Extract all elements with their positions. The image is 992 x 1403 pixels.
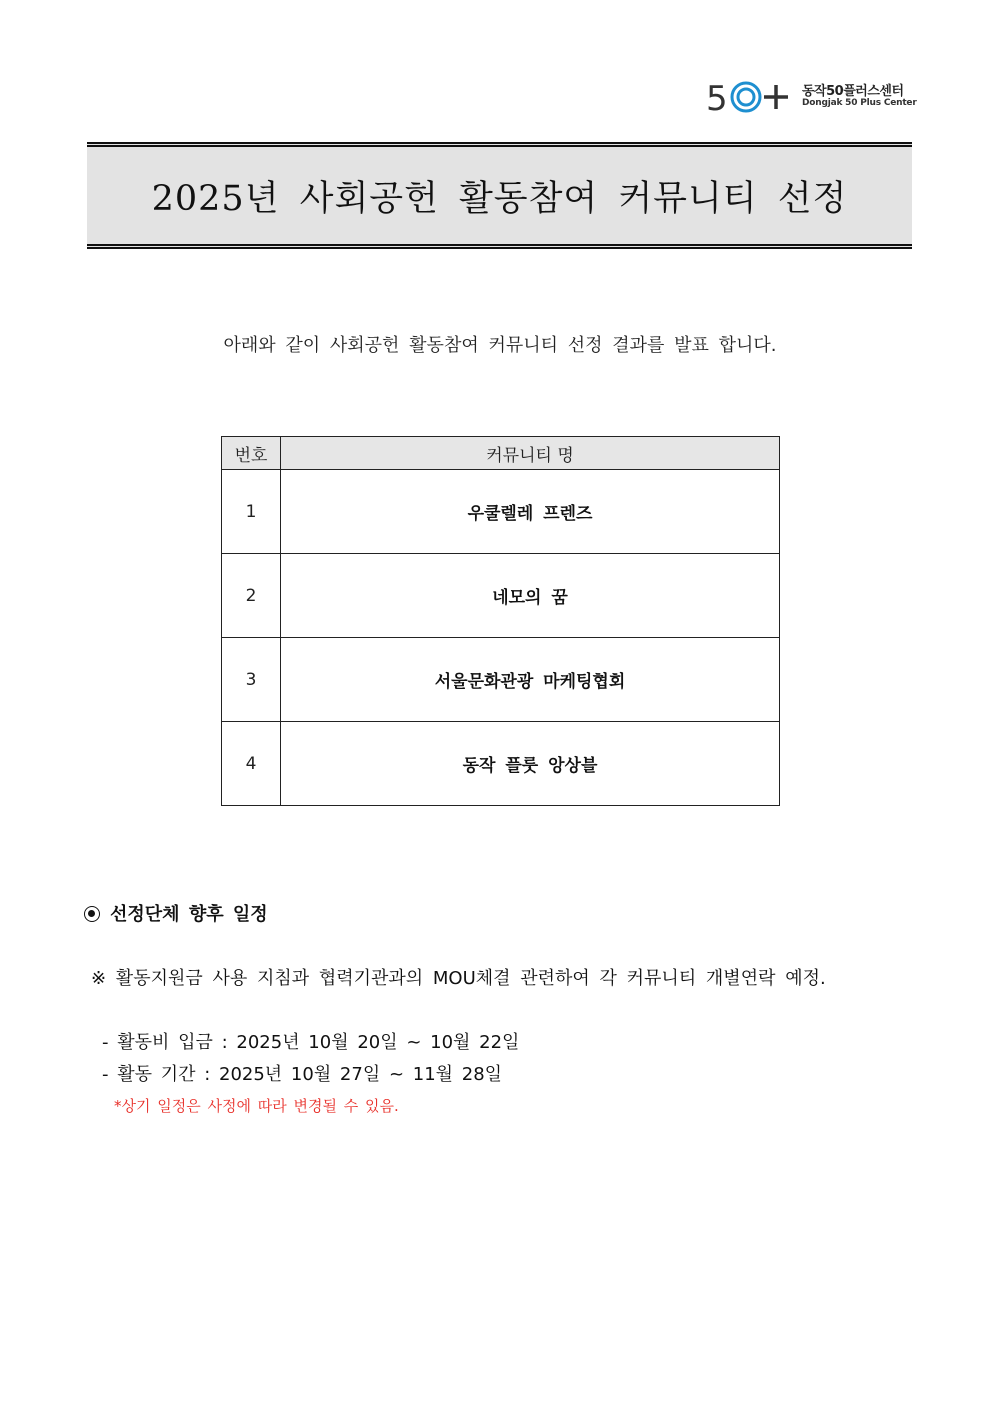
row-number: 2 [222,554,281,638]
page-title: 2025년 사회공헌 활동참여 커뮤니티 선정 [151,178,848,219]
table-row [222,722,780,806]
title-banner [87,142,912,249]
header-number: 번호 [222,437,281,470]
schedule-caveat: *상기 일정은 사정에 따라 변경될 수 있음. [114,1097,399,1115]
svg-text:5: 5 [706,79,728,116]
schedule-item-payment: - 활동비 입금 : 2025년 10월 20일 ~ 10월 22일 [102,1032,520,1053]
center-logo [706,76,921,116]
schedule-item-period: - 활동 기간 : 2025년 10월 27일 ~ 11월 28일 [102,1064,503,1085]
row-number: 3 [222,638,281,722]
logo-name-korean: 동작50플러스센터 [802,84,904,99]
table-row [222,638,780,722]
intro-text: 아래와 같이 사회공헌 활동참여 커뮤니티 선정 결과를 발표 합니다. [223,335,777,356]
selection-table [221,436,780,806]
community-name: 네모의 꿈 [281,554,780,638]
row-number: 1 [222,470,281,554]
row-number: 4 [222,722,281,806]
fifty-plus-logo-mark [706,76,798,116]
header-community-name: 커뮤니티 명 [281,437,780,470]
schedule-heading [84,900,268,926]
table-row [222,554,780,638]
schedule-heading-text: 선정단체 향후 일정 [110,904,268,925]
schedule-note: ※ 활동지원금 사용 지침과 협력기관과의 MOU체결 관련하여 각 커뮤니티 개별연락 예정. [91,968,826,989]
table-header-row [222,437,780,470]
bullseye-icon [84,906,100,922]
community-name: 동작 플룻 앙상블 [281,722,780,806]
logo-name-english: Dongjak 50 Plus Center [802,98,917,108]
community-name: 우쿨렐레 프렌즈 [281,470,780,554]
community-name: 서울문화관광 마케팅협회 [281,638,780,722]
table-row [222,470,780,554]
